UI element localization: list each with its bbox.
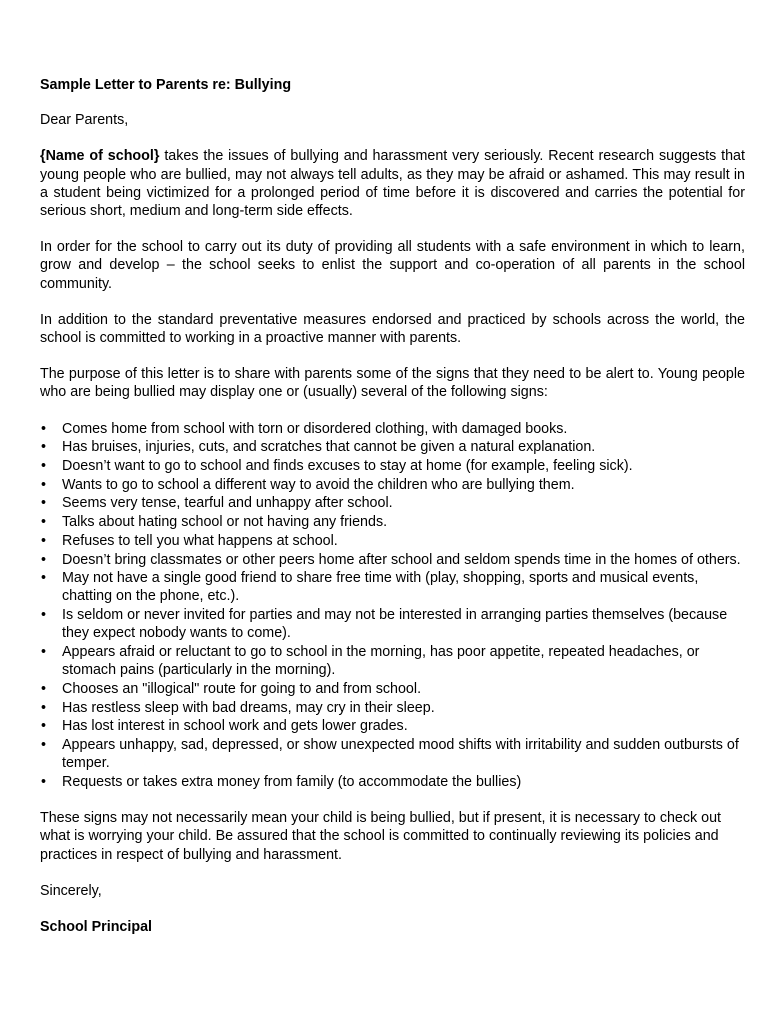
sign-off: Sincerely, <box>40 882 102 899</box>
sign-text: Appears afraid or reluctant to go to school in the morning, has poor appetite, repeated headaches, or stomach pains (particularly in the morning). <box>62 644 700 679</box>
sign-list-item <box>40 717 745 735</box>
duty-paragraph: In order for the school to carry out its duty of providing all students with a safe environment in which to learn, grow and develop – the school seeks to enlist the support and co-operation of all parents in the school community. <box>40 239 745 292</box>
sign-text: Requests or takes extra money from family (to accommodate the bullies) <box>62 774 522 790</box>
letter-title: Sample Letter to Parents re: Bullying <box>40 77 292 93</box>
bullet-icon: • <box>41 439 47 456</box>
sign-text: Appears unhappy, sad, depressed, or show unexpected mood shifts with irritability and sudden outbursts of temper. <box>62 737 739 772</box>
sign-list-item <box>40 551 745 569</box>
sign-text: Is seldom or never invited for parties and may not be interested in arranging parties themselves (because they expect nobody wants to come). <box>62 607 728 642</box>
bullet-icon: • <box>41 718 47 735</box>
sign-text: Refuses to tell you what happens at school. <box>62 532 338 549</box>
sign-text: Has lost interest in school work and gets lower grades. <box>62 718 408 735</box>
bullet-icon: • <box>41 551 47 568</box>
sign-list-item <box>40 532 745 550</box>
bullet-icon: • <box>41 737 47 754</box>
sign-list-item <box>40 494 745 512</box>
sign-list-item <box>40 773 745 791</box>
bullet-icon: • <box>41 570 47 587</box>
intro-text: takes the issues of bullying and harassment very seriously. Recent research suggests that young people who are bullied, may not always tell adults, as they may be afraid or ashamed. This may result in a student being victimized for a prolonged period of time before it is discovered and carries the potential for serious short, medium and long-term side effects. <box>40 148 745 220</box>
sign-text: May not have a single good friend to share free time with (play, shopping, sports and musical events, chatting on the phone, etc.). <box>62 570 699 605</box>
bullet-icon: • <box>41 514 47 531</box>
bullet-icon: • <box>41 458 47 475</box>
sign-text: Seems very tense, tearful and unhappy after school. <box>62 495 393 512</box>
sign-text: Has bruises, injuries, cuts, and scratches that cannot be given a natural explanation. <box>62 439 596 456</box>
sign-list-item <box>40 420 745 438</box>
bullet-icon: • <box>41 495 47 512</box>
sign-list-item <box>40 457 745 475</box>
sign-text: Chooses an "illogical" route for going to and from school. <box>62 680 422 697</box>
bullet-icon: • <box>41 607 47 624</box>
sign-list-item <box>40 569 745 605</box>
sign-text: Talks about hating school or not having any friends. <box>62 514 388 531</box>
sign-text: Has restless sleep with bad dreams, may cry in their sleep. <box>62 699 435 716</box>
measures-paragraph: In addition to the standard preventative measures endorsed and practiced by schools across the world, the school is committed to working in a proactive manner with parents. <box>40 311 745 347</box>
bullet-icon: • <box>41 774 47 790</box>
sign-list-item <box>40 699 745 717</box>
sign-list-item <box>40 476 745 494</box>
sign-list-item <box>40 736 745 772</box>
closing-paragraph: These signs may not necessarily mean your child is being bullied, but if present, it is necessary to check out what is worrying your child. Be assured that the school is committed to continually reviewing its policies and practices in respect of bullying and harassment. <box>40 810 722 863</box>
signs-list <box>40 420 745 792</box>
purpose-paragraph: The purpose of this letter is to share with parents some of the signs that they need to be alert to. Young people who are being bullied may display one or (usually) several of the following signs: <box>40 366 745 401</box>
bullet-icon: • <box>41 532 47 549</box>
sign-text: Doesn’t bring classmates or other peers home after school and seldom spends time in the homes of others. <box>62 551 741 568</box>
sign-list-item <box>40 680 745 698</box>
sign-list-item <box>40 606 745 642</box>
sign-list-item <box>40 438 745 456</box>
sign-text: Doesn’t want to go to school and finds excuses to stay at home (for example, feeling sick). <box>62 458 633 475</box>
bullet-icon: • <box>41 699 47 716</box>
salutation: Dear Parents, <box>40 112 129 129</box>
signature: School Principal <box>40 919 153 936</box>
sign-text: Wants to go to school a different way to avoid the children who are bullying them. <box>62 476 575 493</box>
bullet-icon: • <box>41 644 47 661</box>
school-name-placeholder: {Name of school} <box>40 148 160 165</box>
intro-paragraph <box>40 147 745 220</box>
sign-list-item <box>40 643 745 679</box>
bullet-icon: • <box>41 476 47 493</box>
bullet-icon: • <box>41 680 47 697</box>
sign-list-item <box>40 513 745 531</box>
bullet-icon: • <box>41 420 47 437</box>
sign-text: Comes home from school with torn or disordered clothing, with damaged books. <box>62 420 568 437</box>
